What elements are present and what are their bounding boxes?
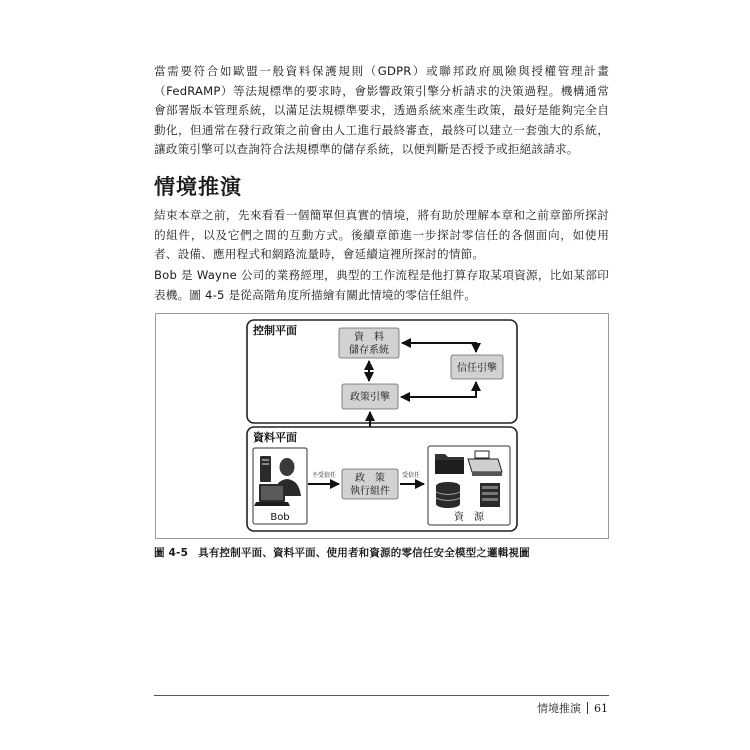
trust-engine-label: 信任引擎: [457, 363, 497, 374]
policy-engine-label: 政策引擎: [350, 392, 390, 403]
enforcement-label-line1: 政 策: [355, 473, 385, 484]
bob-label: Bob: [270, 512, 290, 523]
resources-label: 資 源: [454, 512, 484, 523]
footer-divider: [154, 695, 609, 696]
data-store-label-line2: 儲存系統: [349, 345, 389, 356]
folder-icon: [435, 454, 464, 474]
section-heading: 情境推演: [154, 175, 242, 199]
database-icon: [436, 482, 460, 508]
bob-user-box: [253, 448, 307, 524]
data-store-label-line1: 資 料: [354, 332, 384, 343]
policy-enforcement-node: [342, 469, 398, 499]
resources-box: [428, 446, 510, 525]
control-plane-label: 控制平面: [253, 324, 297, 337]
footer-chapter: 情境推演: [537, 702, 581, 715]
server-rack-icon: [480, 483, 500, 507]
page-number: 61: [594, 701, 608, 715]
figure-number: 圖 4-5: [154, 547, 189, 559]
body-paragraph-1: 當需要符合如歐盟一般資料保護規則（GDPR）或聯邦政府風險與授權管理計畫（FedRAMP）等法規標準的要求時，會影響政策引擎分析請求的決策過程。機構通常會部署版本管理系統，以滿足法規標準要求，透過系統來產生政策，最好是能夠完全自動化，但通常在發行政策之前會由人工進行最終審查，最終可以建立一套強大的系統，讓政策引擎可以查詢符合法規標準的儲存系統，以便判斷是否授予或拒絕該請求。: [154, 64, 609, 157]
data-plane-label: 資料平面: [253, 431, 297, 444]
zero-trust-diagram: [155, 313, 609, 539]
policy-engine-node: [342, 384, 398, 409]
body-paragraph-3: Bob 是 Wayne 公司的業務經理，典型的工作流程是他打算存取某項資源，比如某部印表機。圖 4-5 是從高階角度所描繪有關此情境的零信任組件。: [154, 268, 609, 302]
footer-separator: [587, 702, 588, 714]
body-paragraph-2: 結束本章之前，先來看看一個簡單但真實的情境，將有助於理解本章和之前章節所探討的組件，以及它們之間的互動方式。後續章節進一步探討零信任的各個面向，如使用者、設備、應用程式和網路流量時，會延續這裡所探討的情節。: [154, 208, 609, 262]
trusted-label: 受信任: [401, 472, 421, 479]
page-footer: [537, 700, 608, 716]
laptop-icon: [254, 484, 290, 506]
figure-caption-text: 具有控制平面、資料平面、使用者和資源的零信任安全模型之邏輯視圖: [198, 547, 530, 559]
figure-caption: [154, 545, 540, 560]
enforcement-label-line2: 執行組件: [350, 486, 390, 497]
untrusted-label: 不受信任: [311, 472, 337, 479]
trust-engine-node: [451, 355, 503, 379]
data-store-node: [339, 328, 399, 358]
computer-tower-icon: [260, 456, 271, 482]
